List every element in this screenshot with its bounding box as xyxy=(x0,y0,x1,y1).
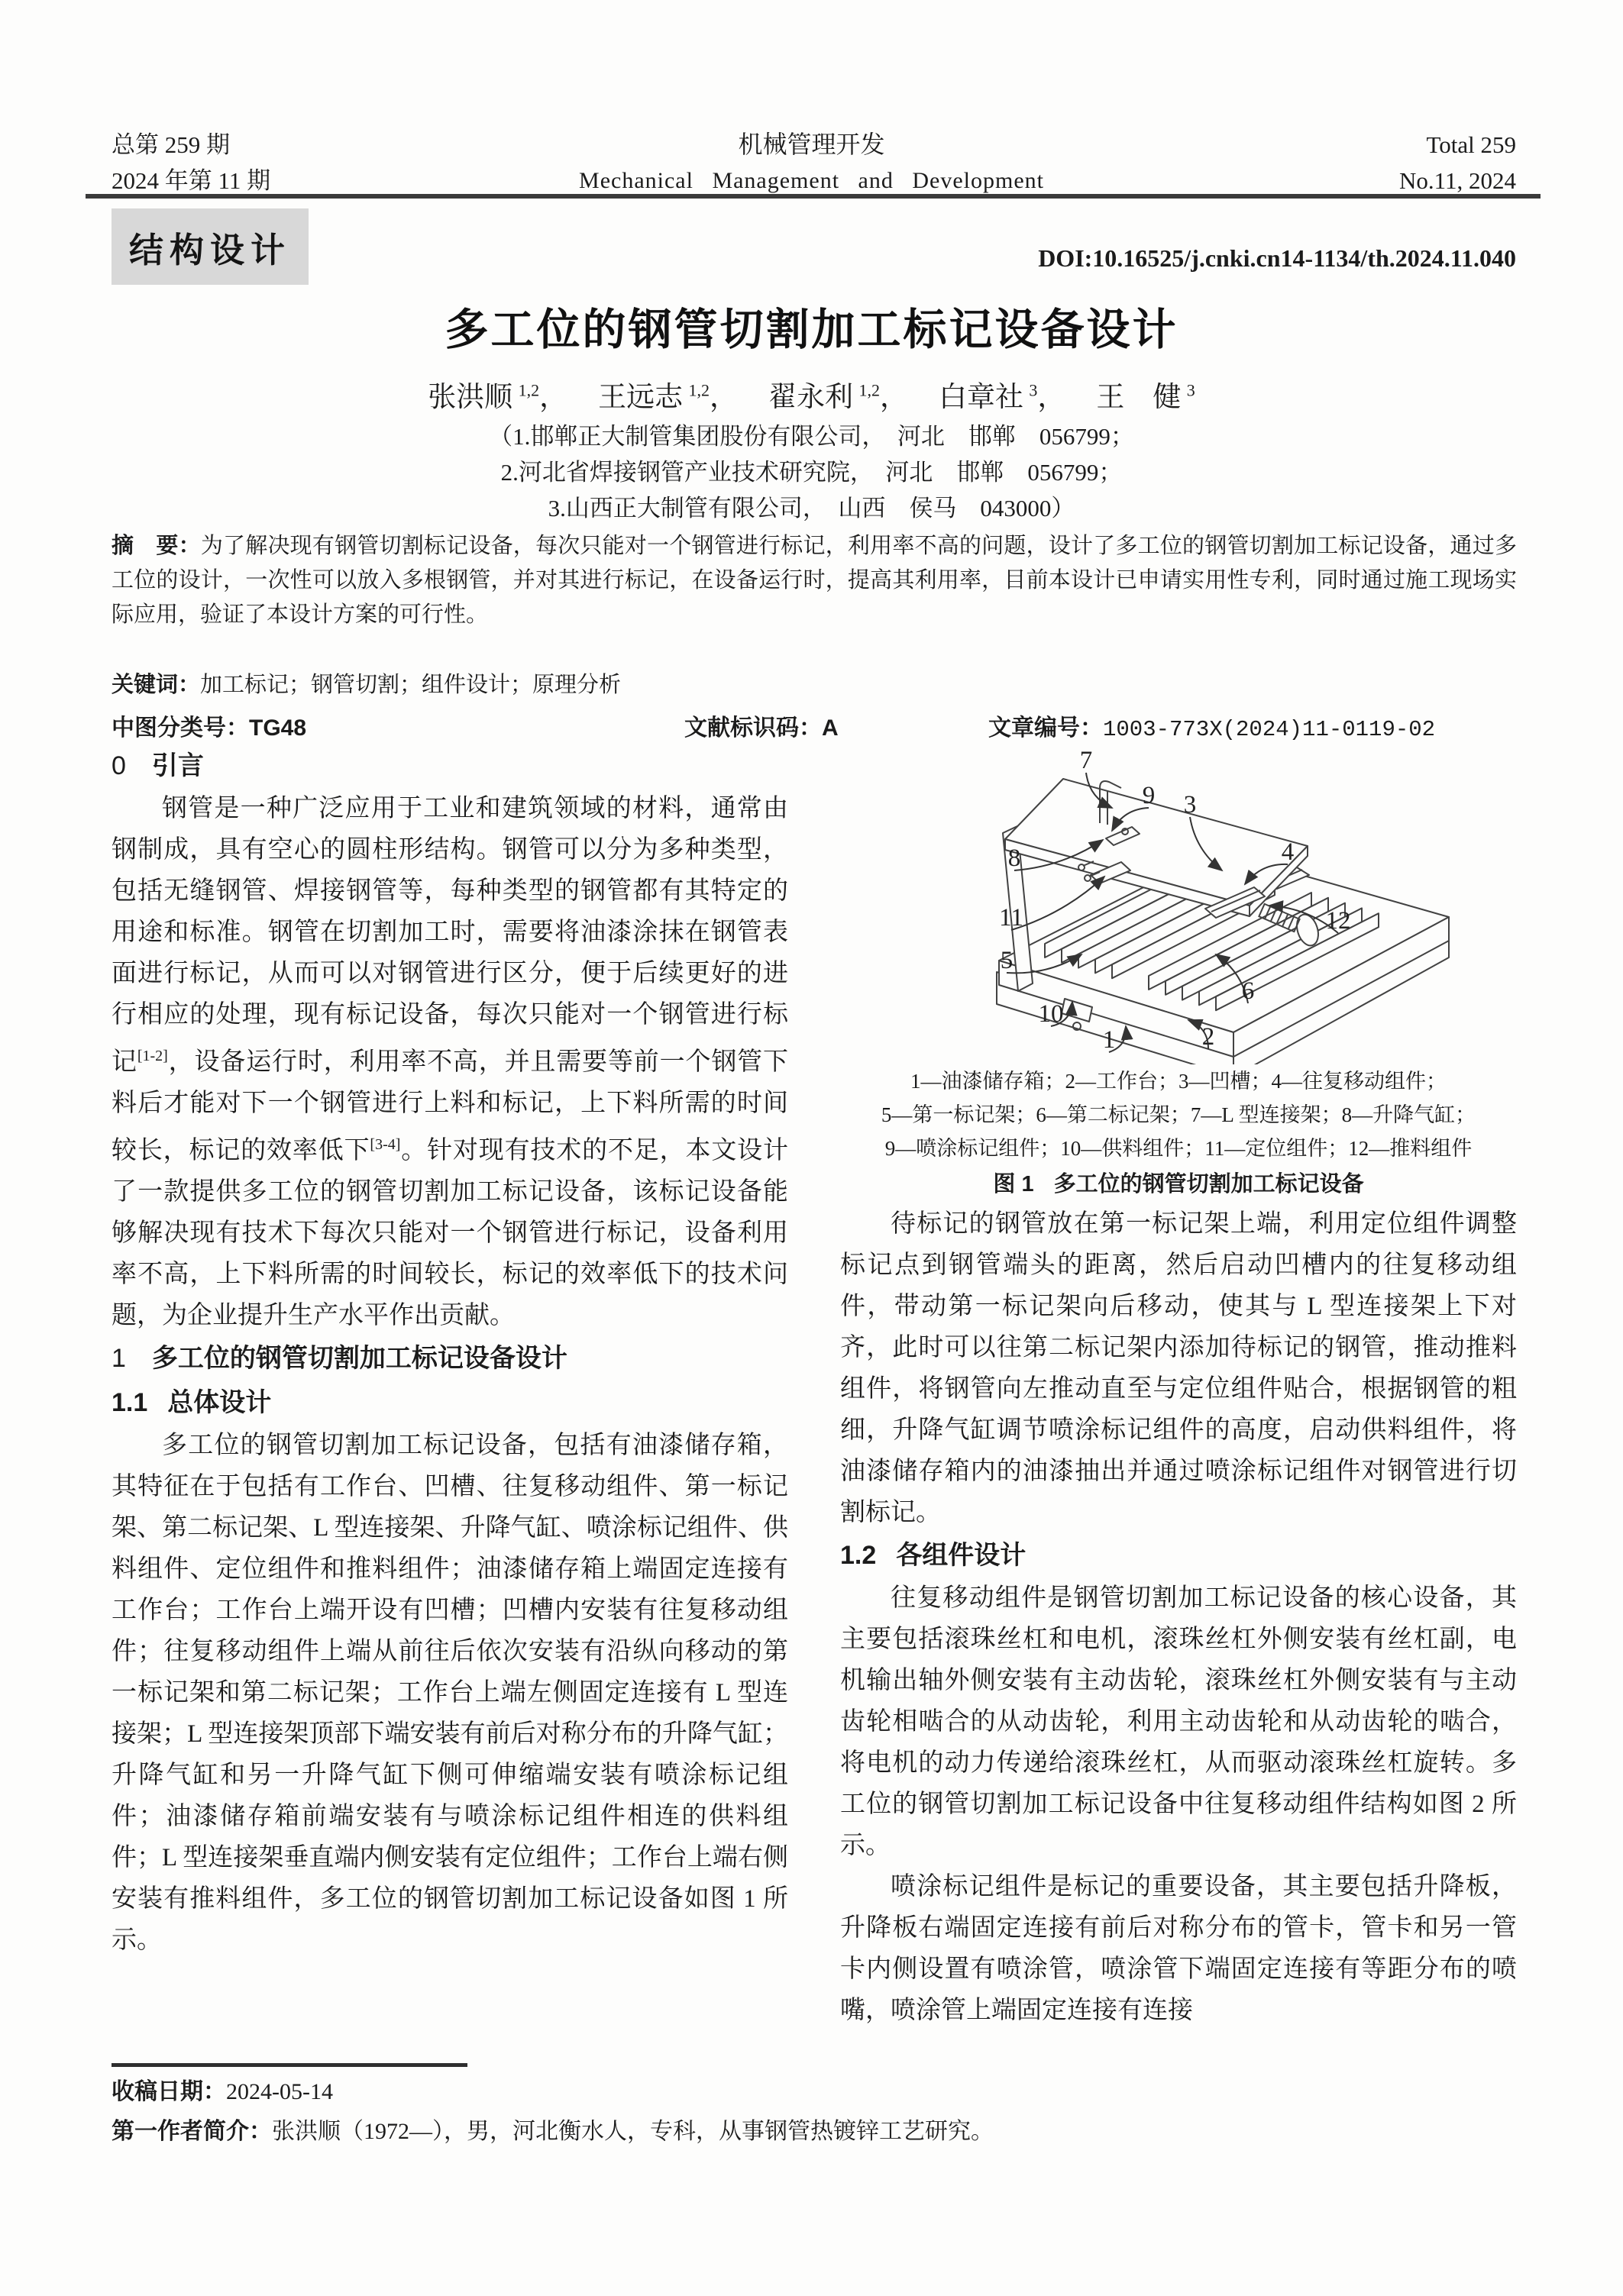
affiliation-line: 2.河北省焊接钢管产业技术研究院， 河北 邯郸 056799； xyxy=(500,459,1123,486)
paragraph: 钢管是一种广泛应用于工业和建筑领域的材料，通常由钢制成，具有空心的圆柱形结构。钢管可以分为多种类型，包括无缝钢管、焊接钢管等，每种类型的钢管都有其特定的用途和标准。钢管在切割加工时，需要将油漆涂抹在钢管表面进行标记，从而可以对钢管进行区分，便于后续更好的进行相应的处理，现有标记设备，每次只能对一个钢管进行标记[1-2]，设备运行时，利用率不高，并且需要等前一个钢管下料后才能对下一个钢管进行上料和标记，上下料所需的时间较长，标记的效率低下[3-4]。针对现有技术的不足，本文设计了一款提供多工位的钢管切割加工标记设备，该标记设备能够解决现有技术下每次只能对一个钢管进行标记，设备利用率不高，上下料所需的时间较长，标记的效率低下的技术问题，为企业提升生产水平作出贡献。 xyxy=(112,795,789,1329)
article-id: 文章编号：1003-773X(2024)11-0119-02 xyxy=(988,715,1436,742)
author-separator: ， xyxy=(1037,382,1066,413)
callout-number: 8 xyxy=(1007,844,1021,872)
issue-number: 2024 年第 11 期 xyxy=(112,167,271,194)
issue-number-en: No.11, 2024 xyxy=(1399,167,1516,194)
journal-title-en: Mechanical Management and Development xyxy=(579,168,1044,193)
issue-total: 总第 259 期 xyxy=(112,131,230,158)
column-badge: 结构设计 xyxy=(112,208,309,285)
page-title: 多工位的钢管切割加工标记设备设计 xyxy=(445,305,1178,354)
callout-number: 11 xyxy=(999,904,1023,932)
paragraph: 往复移动组件是钢管切割加工标记设备的核心设备，其主要包括滚珠丝杠和电机，滚珠丝杠外侧安装有丝杠副，电机输出轴外侧安装有主动齿轮，滚珠丝杠外侧安装有与主动齿轮相啮合的从动齿轮，利用主动齿轮和从动齿轮的啮合，将电机的动力传递给滚珠丝杠，从而驱动滚珠丝杠旋转。多工位的钢管切割加工标记设备中往复移动组件结构如图 2 所示。 xyxy=(840,1584,1517,1859)
callout-number: 9 xyxy=(1142,782,1156,809)
doi-text: DOI:10.16525/j.cnki.cn14-1134/th.2024.11.040 xyxy=(1038,244,1516,272)
author-separator: ， xyxy=(710,382,739,413)
received-date: 收稿日期：2024-05-14 xyxy=(112,2079,333,2104)
affiliation-line: （1.邯郸正大制管集团股份有限公司， 河北 邯郸 056799； xyxy=(489,423,1134,450)
affiliation-line: 3.山西正大制管有限公司， 山西 侯马 043000） xyxy=(548,495,1075,522)
affiliation-list xyxy=(0,418,1623,526)
figure-legend-line: 9—喷涂标记组件；10—供料组件；11—定位组件；12—推料组件 xyxy=(884,1137,1473,1160)
right-column-content xyxy=(840,1203,1517,2031)
author: 王远志 $^{1,2}$ xyxy=(598,380,710,413)
figure-caption xyxy=(840,1165,1517,1203)
callout-number: 3 xyxy=(1183,791,1197,819)
author-separator: ， xyxy=(539,382,568,413)
page-footer xyxy=(112,2072,1517,2152)
clc-number: 中图分类号：TG48 xyxy=(112,715,307,741)
keywords xyxy=(112,667,1517,699)
figure-caption-number: 图 1 xyxy=(993,1172,1034,1196)
abstract-label: 摘 要： xyxy=(112,534,201,558)
section-heading: 1 多工位的钢管切割加工标记设备设计 xyxy=(112,1344,567,1373)
right-column xyxy=(840,731,1517,2031)
author: 白章社 $^3$ xyxy=(938,380,1038,413)
keywords-text: 加工标记；钢管切割；组件设计；原理分析 xyxy=(200,673,622,697)
callout-number: 12 xyxy=(1325,907,1351,935)
section-heading: 1.2 各组件设计 xyxy=(840,1541,1026,1570)
figure-caption-text: 多工位的钢管切割加工标记设备 xyxy=(1053,1172,1364,1196)
issue-total-en: Total 259 xyxy=(1426,131,1516,158)
paragraph: 待标记的钢管放在第一标记架上端，利用定位组件调整标记点到钢管端头的距离，然后启动凹槽内的往复移动组件，带动第一标记架向后移动，使其与 L 型连接架上下对齐，此时可以往第二标记架内添加待标记的钢管，推动推料组件，将钢管向左推动直至与定位组件贴合，根据钢管的粗细，升降气缸调节喷涂标记组件的高度，启动供料组件，将油漆储存箱内的油漆抽出并通过喷涂标记组件对钢管进行切割标记。 xyxy=(840,1210,1517,1526)
abstract-text: 为了解决现有钢管切割标记设备，每次只能对一个钢管进行标记，利用率不高的问题，设计了多工位的钢管切割加工标记设备，通过多工位的设计，一次性可以放入多根钢管，并对其进行标记，在设备运行时，提高其利用率，目前本设计已申请实用性专利，同时通过施工现场实际应用，验证了本设计方案的可行性。 xyxy=(112,534,1517,627)
callout-number: 1 xyxy=(1102,1026,1116,1054)
header-journal xyxy=(0,127,1623,199)
document-code: 文献标识码：A xyxy=(684,715,839,741)
keywords-label: 关键词： xyxy=(112,673,201,697)
callout-number: 5 xyxy=(1000,947,1014,974)
section-heading: 1.1 总体设计 xyxy=(112,1388,272,1417)
figure-legend-line: 1—油漆储存箱；2—工作台；3—凹槽；4—往复移动组件； xyxy=(910,1070,1447,1093)
author: 王 健 $^3$ xyxy=(1096,380,1195,413)
footnote-rule xyxy=(112,2063,467,2067)
journal-title-cn: 机械管理开发 xyxy=(738,131,885,158)
header-issue-right xyxy=(1399,127,1516,199)
paragraph: 多工位的钢管切割加工标记设备，包括有油漆储存箱，其特征在于包括有工作台、凹槽、往复移动组件、第一标记架、第二标记架、L 型连接架、升降气缸、喷涂标记组件、供料组件、定位组件和推料组件；油漆储存箱上端固定连接有工作台；工作台上端开设有凹槽；凹槽内安装有往复移动组件；往复移动组件上端从前往后依次安装有沿纵向移动的第一标记架和第二标记架；工作台上端左侧固定连接有 L 型连接架；L 型连接架顶部下端安装有前后对称分布的升降气缸；升降气缸和另一升降气缸下侧可伸缩端安装有喷涂标记组件；油漆储存箱前端安装有与喷涂标记组件相连的供料组件；L 型连接架垂直端内侧安装有定位组件；工作台上端右侧安装有推料组件，多工位的钢管切割加工标记设备如图 1 所示。 xyxy=(112,1432,788,1954)
paragraph: 喷涂标记组件是标记的重要设备，其主要包括升降板，升降板右端固定连接有前后对称分布的管卡，管卡和另一管卡内侧设置有喷涂管，喷涂管下端固定连接有等距分布的喷嘴，喷涂管上端固定连接有连接 xyxy=(840,1873,1517,2024)
figure-legend-line: 5—第一标记架；6—第二标记架；7—L 型连接架；8—升降气缸； xyxy=(881,1103,1476,1126)
author-separator: ， xyxy=(879,382,908,413)
callout-number: 10 xyxy=(1038,1000,1064,1028)
author-list xyxy=(0,373,1623,415)
abstract xyxy=(112,529,1517,632)
figure-legend xyxy=(840,1064,1517,1165)
callout-number: 6 xyxy=(1241,977,1255,1005)
callout-number: 4 xyxy=(1281,838,1295,866)
callout-number: 7 xyxy=(1079,747,1093,774)
callout-number: 2 xyxy=(1201,1023,1215,1051)
figure-1 xyxy=(840,731,1517,1203)
first-author-bio: 第一作者简介：张洪顺（1972—），男，河北衡水人，专科，从事钢管热镀锌工艺研究。 xyxy=(112,2119,994,2144)
author: 张洪顺 $^{1,2}$ xyxy=(428,380,540,413)
figure-drawing xyxy=(840,731,1517,1064)
section-heading: 0 引言 xyxy=(112,751,204,780)
left-column xyxy=(112,744,788,1961)
header-rule xyxy=(86,194,1541,199)
author: 翟永利 $^{1,2}$ xyxy=(768,380,880,413)
